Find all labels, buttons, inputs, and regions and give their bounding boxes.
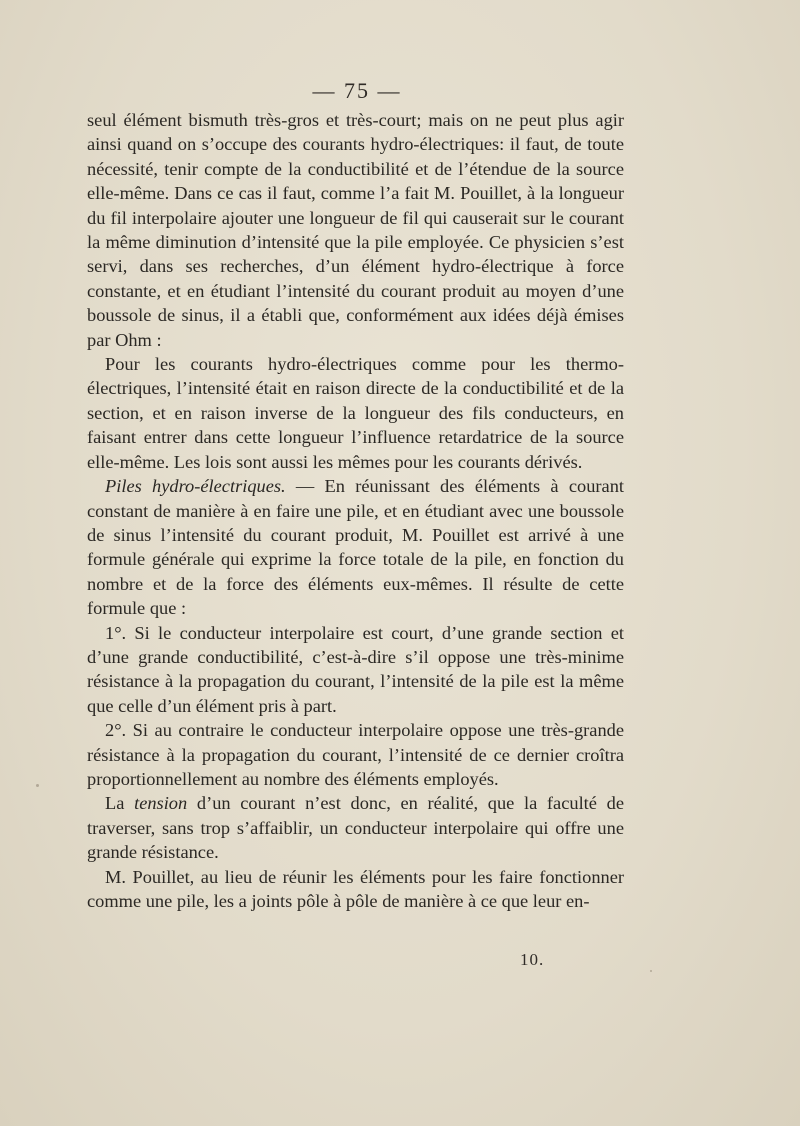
paragraph-3 [87,474,624,620]
paragraph-6 [87,791,624,864]
paragraph-7: M. Pouillet, au lieu de réunir les éléments pour les faire fonctionner comme une pile, les a joints pôle à pôle de manière à ce que leur en- [87,866,624,911]
section-heading-piles: Piles hydro-électriques. [105,476,286,497]
paragraph-3-text: — En réunissant des éléments à courant constant de manière à en faire une pile, et en étudiant avec une boussole de sinus l’intensité du courant produit, M. Pouillet est arrivé à une formule générale qui exprime la force totale de la pile, en fonction du nombre et de la force des éléments eux-mêmes. Il résulte de cette formule que : [87,476,624,619]
term-tension: tension [134,793,188,814]
paragraph-5: 2°. Si au contraire le conducteur interpolaire oppose une très-grande résistance à la propagation du courant, l’intensité de ce dernier croîtra proportionnellement au nombre des éléments employés. [87,720,624,789]
paragraph-4: 1°. Si le conducteur interpolaire est court, d’une grande section et d’une grande conductibilité, c’est-à-dire s’il oppose une très-minime résistance à la propagation du courant, l’intensité de la pile est la même que celle d’un élément pris à part. [87,622,624,716]
paper-speck [36,784,39,787]
paragraph-6-start: La [105,793,135,814]
paper-speck [650,970,652,972]
page-number: — 75 — [312,78,402,103]
paragraph-2: Pour les courants hydro-électriques comme pour les thermo-électriques, l’intensité était en raison directe de la conductibilité et de la section, et en raison inverse de la longueur des fils conducteurs, en faisant entrer dans cette longueur l’influence retardatrice de la source elle-même. Les lois sont aussi les mêmes pour les courants dérivés. [87,354,624,472]
body-text [87,108,624,913]
signature-mark: 10. [520,950,545,969]
paragraph-6-end: d’un courant n’est donc, en réalité, que la faculté de traverser, sans trop s’affaiblir, un conducteur interpolaire qui offre une grande résistance. [87,793,624,863]
paragraph-1: seul élément bismuth très-gros et très-court; mais on ne peut plus agir ainsi quand on s’occupe des courants hydro-électriques: il faut, de toute nécessité, tenir compte de la conductibilité et de l’étendue de la source elle-même. Dans ce cas il faut, comme l’a fait M. Pouillet, à la longueur du fil interpolaire ajouter une longueur de fil qui causerait sur le courant la même diminution d’intensité que la pile employée. Ce physicien s’est servi, dans ses recherches, d’un élément hydro-électrique à force constante, et en étudiant l’intensité du courant produit au moyen d’une boussole de sinus, il a établi que, conformément aux idées déjà émises par Ohm : [87,110,624,350]
